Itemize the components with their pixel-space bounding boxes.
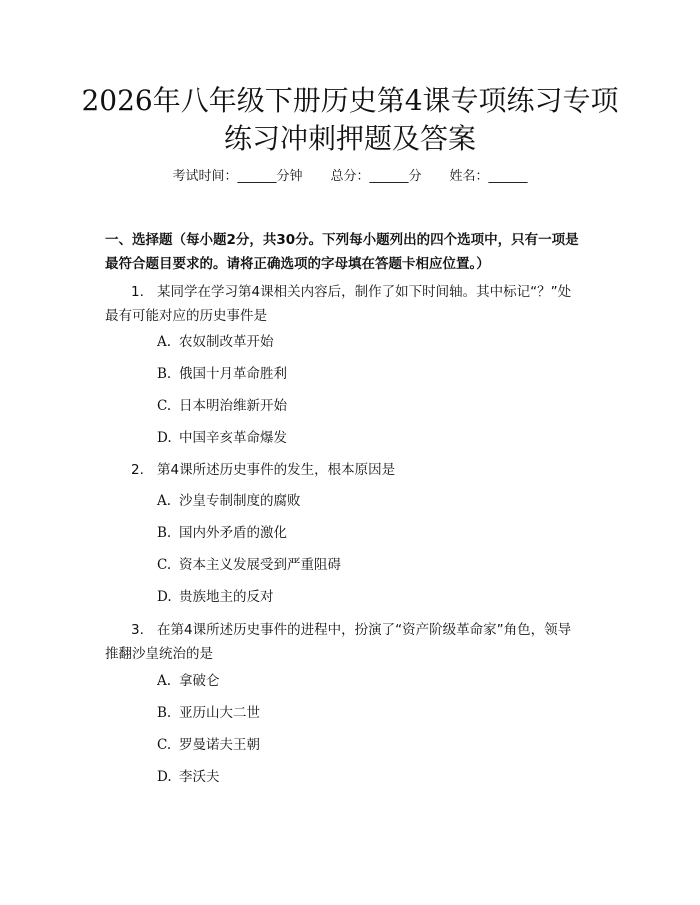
option-text: 拿破仑 [179,673,220,689]
option-letter: A. [157,493,172,509]
question-2-option-c[interactable] [157,555,341,575]
question-text-line1: 某同学在学习第4课相关内容后，制作了如下时间轴。其中标记“？”处 [157,284,572,300]
option-text: 中国辛亥革命爆发 [179,430,287,446]
option-letter: B. [157,366,172,382]
question-1-option-d[interactable] [157,428,287,448]
option-text: 国内外矛盾的激化 [179,525,287,541]
option-text: 李沃夫 [179,769,220,785]
question-number: 2. [131,462,144,478]
exam-score: 总分：______分 [330,169,422,184]
option-letter: D. [157,589,172,605]
question-3-option-b[interactable] [157,703,260,723]
option-letter: D. [157,769,172,785]
question-3-option-d[interactable] [157,767,220,787]
option-text: 沙皇专制制度的腐败 [179,493,301,509]
question-number: 3. [131,622,144,638]
question-3-option-a[interactable] [157,671,220,691]
document-title-line1: 2026年八年级下册历史第4课专项练习专项 [81,84,619,117]
option-letter: D. [157,430,172,446]
question-text-line2: 最有可能对应的历史事件是 [105,308,267,324]
option-letter: A. [157,334,172,350]
option-text: 俄国十月革命胜利 [179,366,287,382]
option-letter: B. [157,705,172,721]
option-letter: A. [157,673,172,689]
option-text: 贵族地主的反对 [179,589,274,605]
question-2-option-a[interactable] [157,491,301,511]
question-2-option-d[interactable] [157,587,274,607]
question-text-line2: 推翻沙皇统治的是 [105,646,213,662]
section-heading-line2: 最符合题目要求的。请将正确选项的字母填在答题卡相应位置。） [105,256,490,272]
option-text: 罗曼诺夫王朝 [179,737,260,753]
question-number: 1. [131,284,144,300]
section-heading [105,228,605,276]
section-heading-line1: 一、选择题（每小题2分，共30分。下列每小题列出的四个选项中，只有一项是 [105,232,579,248]
exam-name: 姓名：______ [449,169,528,184]
document-title-line2: 练习冲刺押题及答案 [223,122,476,155]
question-3-option-c[interactable] [157,735,260,755]
option-text: 资本主义发展受到严重阻碍 [179,557,341,573]
question-1-option-a[interactable] [157,332,274,352]
exam-time: 考试时间：______分钟 [172,169,303,184]
option-letter: C. [157,398,172,414]
option-letter: B. [157,525,172,541]
question-1-option-b[interactable] [157,364,287,384]
option-text: 亚历山大二世 [179,705,260,721]
question-3 [105,618,605,666]
question-1 [105,280,605,328]
question-2 [105,458,605,482]
option-letter: C. [157,737,172,753]
option-letter: C. [157,557,172,573]
question-2-option-b[interactable] [157,523,287,543]
option-text: 日本明治维新开始 [179,398,287,414]
question-text-line1: 在第4课所述历史事件的进程中，扮演了“资产阶级革命家”角色，领导 [157,622,572,638]
question-1-option-c[interactable] [157,396,287,416]
exam-meta [0,167,700,187]
option-text: 农奴制改革开始 [179,334,274,350]
question-text-line1: 第4课所述历史事件的发生，根本原因是 [157,462,396,478]
